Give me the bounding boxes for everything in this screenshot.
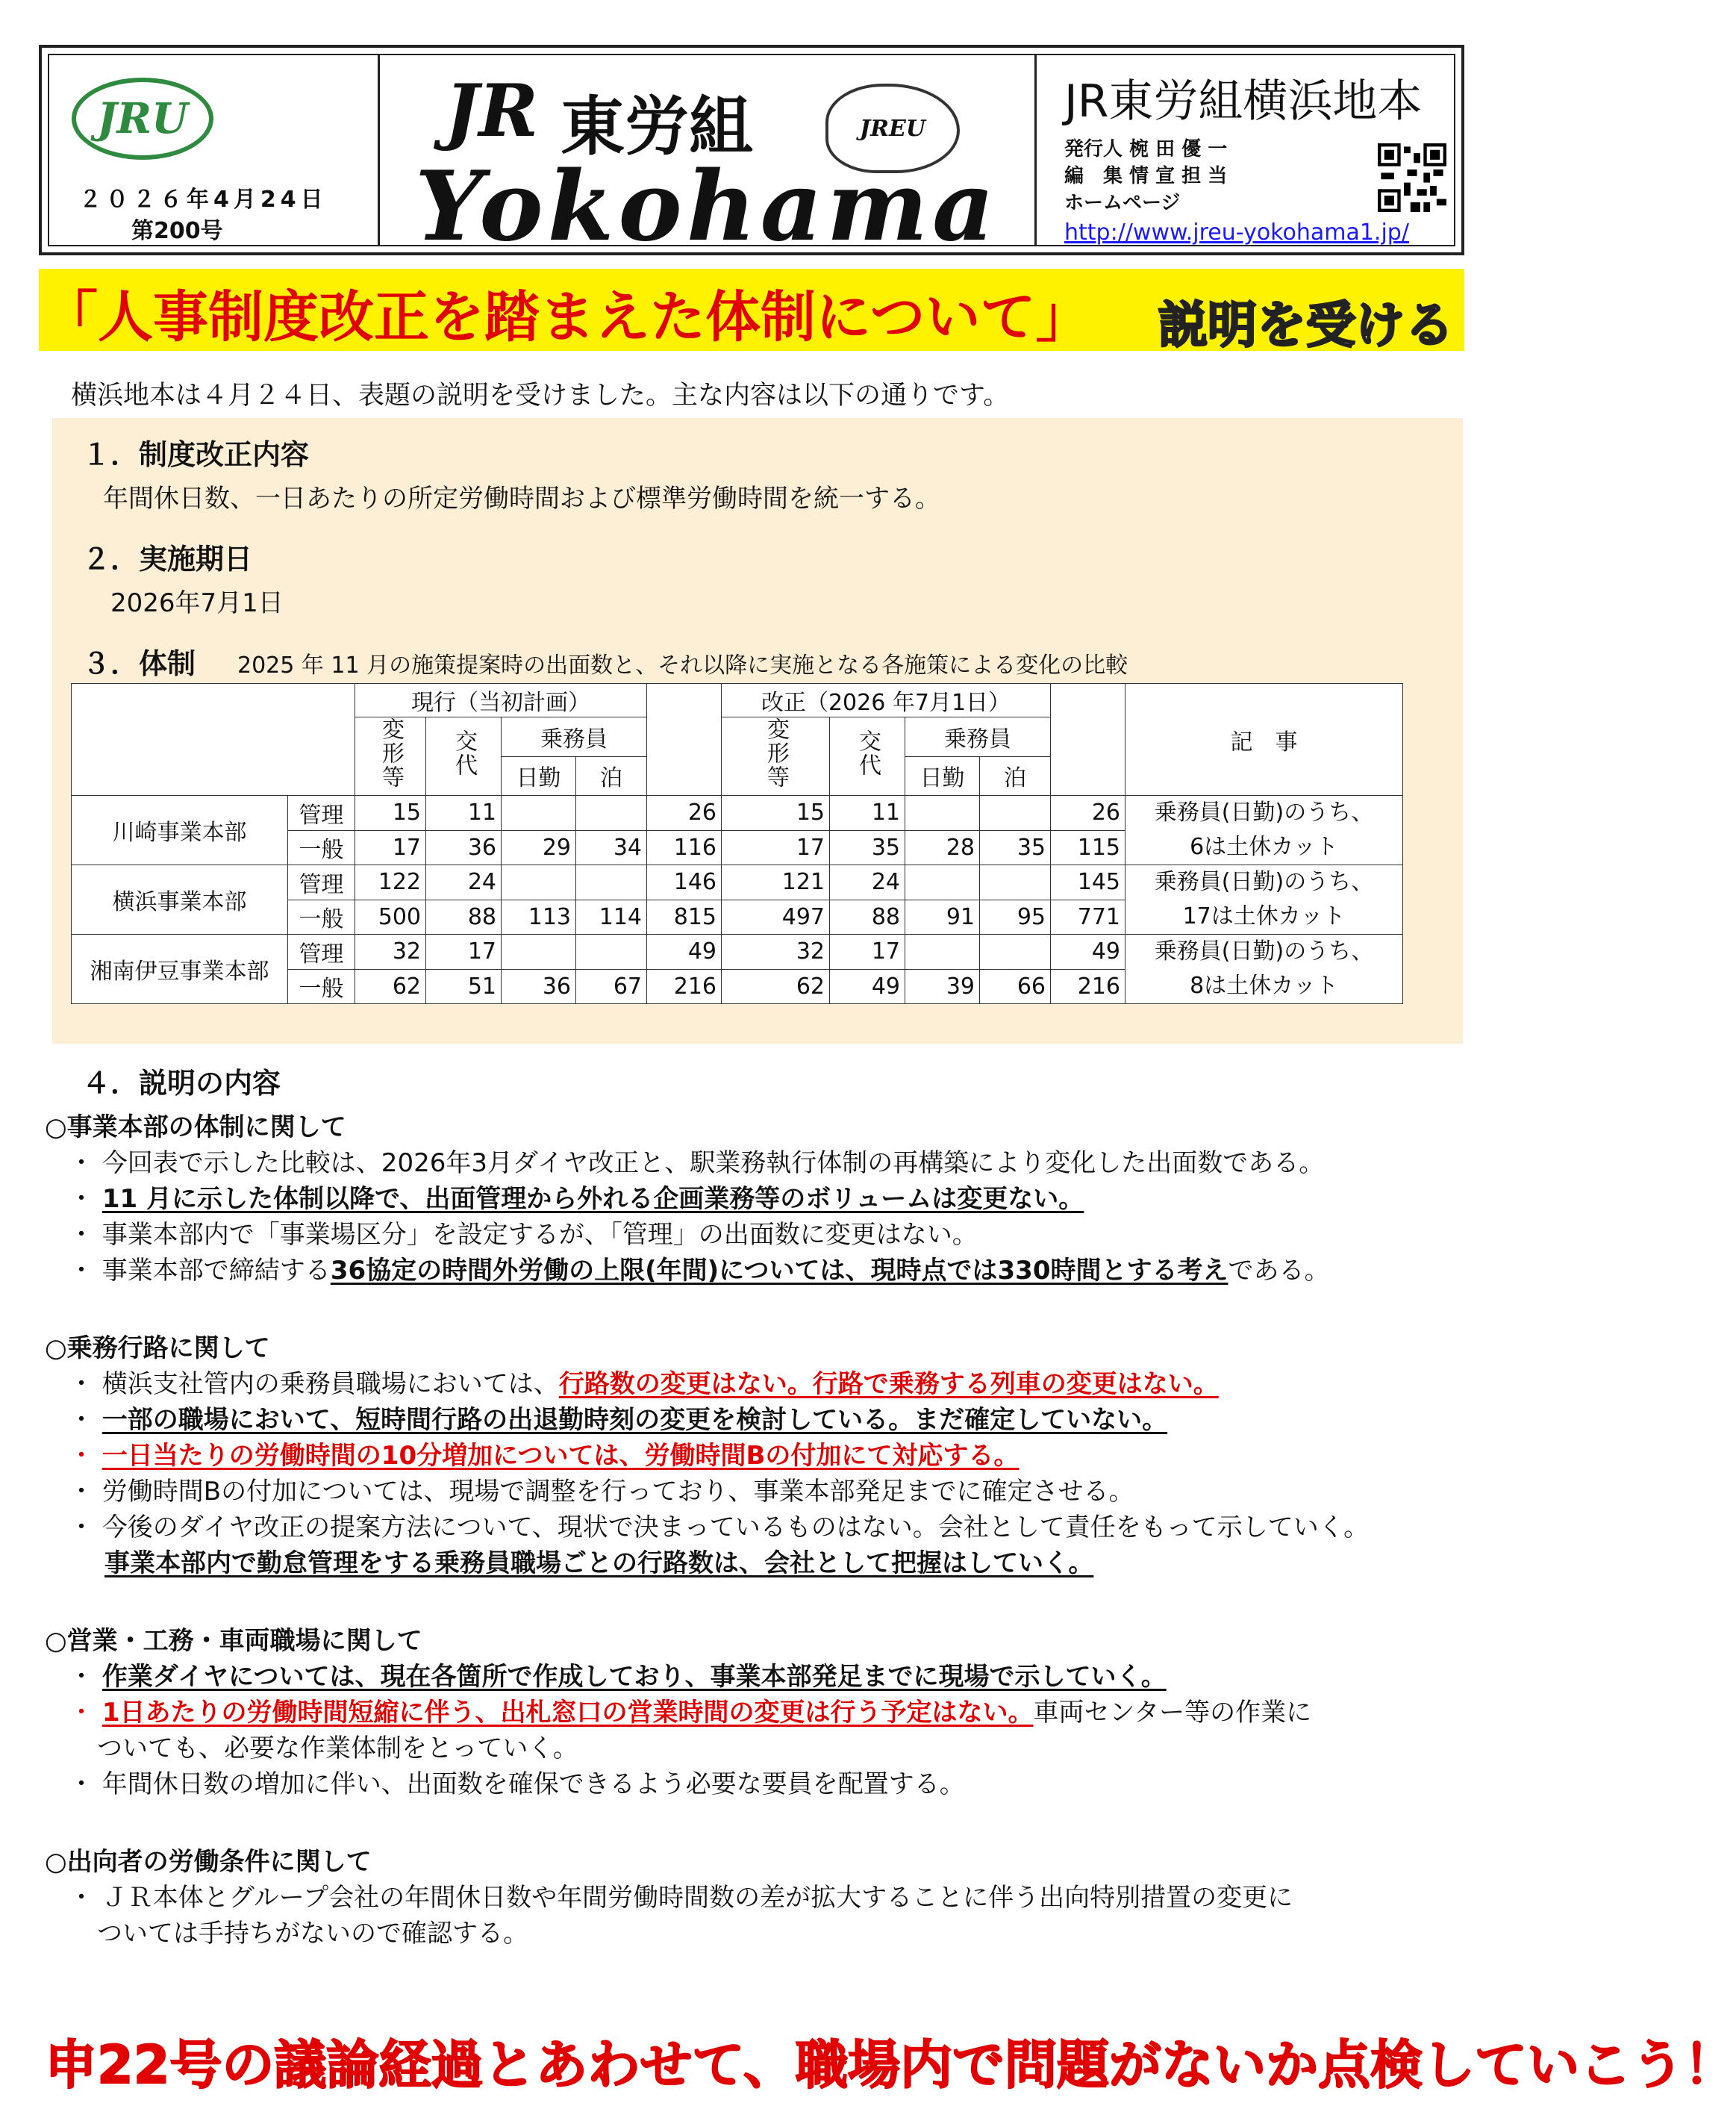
cur-value-cell: 24 xyxy=(426,865,502,900)
cur-value-cell xyxy=(502,935,576,970)
header-cur-hengatsu xyxy=(355,717,426,796)
group-1-bullet-4-post: である。 xyxy=(1228,1256,1330,1286)
dept-cell: 川崎事業本部 xyxy=(72,796,288,865)
group-1-bullet-2-text: 11 月に示した体制以降で、出面管理から外れる企画業務等のボリュームは変更ない。 xyxy=(102,1184,1084,1214)
staffing-table xyxy=(71,683,1403,1004)
section-3-heading: ３．体制 xyxy=(82,647,196,680)
group-3-bullet-2 xyxy=(69,1692,1311,1728)
issue-number: 第200号 xyxy=(131,218,223,244)
jru-logo xyxy=(72,78,213,160)
rev-value-cell: 35 xyxy=(830,830,905,865)
cur-value-cell: 17 xyxy=(426,935,502,970)
editor: 編 集 情 宣 担 当 xyxy=(1064,165,1228,187)
cur-value-cell xyxy=(502,796,576,831)
cur-value-cell: 500 xyxy=(355,900,426,935)
table-row xyxy=(72,865,1403,900)
rev-value-cell xyxy=(980,935,1051,970)
masthead xyxy=(39,45,1464,263)
bullet-mark: ・ xyxy=(69,1184,94,1214)
rev-value-cell: 24 xyxy=(830,865,905,900)
table-body xyxy=(72,796,1403,1004)
rev-value-cell: 28 xyxy=(905,830,980,865)
header-rev-hengatsu-label: 変形等 xyxy=(763,717,789,789)
type-cell: 一般 xyxy=(288,969,355,1004)
notes-cell xyxy=(1125,796,1403,865)
cur-value-cell: 29 xyxy=(502,830,576,865)
group-3-bullet-1-text: 作業ダイヤについては、現在各箇所で作成しており、事業本部発足までに現場で示していく。 xyxy=(102,1662,1167,1692)
notes-cell xyxy=(1125,865,1403,935)
section-2-text: 2026年7月1日 xyxy=(110,588,284,618)
cur-value-cell xyxy=(576,935,647,970)
group-4-bullet-1-cont: ついては手持ちがないので確認する。 xyxy=(97,1919,528,1949)
group-3-bullet-2-emph: 1日あたりの労働時間短縮に伴う、出札窓口の営業時間の変更は行う予定はない。 xyxy=(102,1698,1034,1728)
rev-value-cell: 49 xyxy=(830,969,905,1004)
section-2-heading: ２．実施期日 xyxy=(82,543,253,576)
branch-name: JR東労組横浜地本 xyxy=(1064,75,1423,128)
publisher: 発行人 椀 田 優 一 xyxy=(1064,138,1228,161)
title-union: 東労組 xyxy=(561,90,753,164)
group-2-bullet-1-emph: 行路数の変更はない。行路で乗務する列車の変更はない。 xyxy=(558,1369,1219,1399)
cur-value-cell: 122 xyxy=(355,865,426,900)
header-cur-hengatsu-label: 変形等 xyxy=(378,717,404,789)
qr-code-icon xyxy=(1378,143,1446,212)
rev-value-cell: 39 xyxy=(905,969,980,1004)
rev-value-cell: 216 xyxy=(1051,969,1125,1004)
type-cell: 管理 xyxy=(288,865,355,900)
cur-value-cell: 88 xyxy=(426,900,502,935)
group-2-title: ○乗務行路に関して xyxy=(45,1333,270,1363)
header-revised-total xyxy=(1051,684,1125,796)
header-cur-kotai xyxy=(426,717,502,796)
group-2-bullet-4: ・ 労働時間Bの付加については、現場で調整を行っており、事業本部発足までに確定させる。 xyxy=(69,1477,1134,1507)
cur-value-cell xyxy=(576,865,647,900)
jru-logo-text: JRU xyxy=(97,94,188,143)
group-3-bullet-2-post: 車両センター等の作業に xyxy=(1033,1698,1312,1728)
rev-value-cell: 62 xyxy=(722,969,830,1004)
group-2-bullet-5-cont xyxy=(104,1542,1093,1579)
bullet-mark: ・ xyxy=(69,1698,94,1728)
notes-line-2: 8は土休カット xyxy=(1190,973,1338,999)
rev-value-cell: 95 xyxy=(980,900,1051,935)
cur-value-cell: 67 xyxy=(576,969,647,1004)
group-1-bullet-1: ・ 今回表で示した比較は、2026年3月ダイヤ改正と、駅業務執行体制の再構築により変化した出面数である。 xyxy=(69,1148,1325,1178)
notes-line-1: 乗務員(日勤)のうち、 xyxy=(1154,938,1374,965)
cur-value-cell: 146 xyxy=(647,865,722,900)
group-2-bullet-1-pre: ・ 横浜支社管内の乗務員職場においては、 xyxy=(69,1369,559,1399)
closing-slogan: 申22号の議論経過とあわせて、職場内で問題がないか点検していこう！ xyxy=(45,2034,1736,2096)
bullet-mark: ・ xyxy=(69,1441,94,1471)
rev-value-cell: 66 xyxy=(980,969,1051,1004)
cur-value-cell xyxy=(502,865,576,900)
section-1-heading: １．制度改正内容 xyxy=(82,438,310,471)
issue-date: ２０２６年4月24日 xyxy=(79,187,328,213)
type-cell: 一般 xyxy=(288,900,355,935)
notes-line-2: 17は土休カット xyxy=(1182,903,1346,929)
rev-value-cell xyxy=(905,935,980,970)
cur-value-cell: 62 xyxy=(355,969,426,1004)
rev-value-cell: 11 xyxy=(830,796,905,831)
group-1-bullet-4-emph: 36協定の時間外労働の上限(年間)については、現時点では330時間とする考え xyxy=(330,1256,1228,1286)
group-2-bullet-3 xyxy=(69,1435,1019,1471)
table-corner xyxy=(72,684,355,796)
section-1-text: 年間休日数、一日あたりの所定労働時間および標準労働時間を統一する。 xyxy=(103,484,940,514)
cur-value-cell: 51 xyxy=(426,969,502,1004)
dept-cell: 横浜事業本部 xyxy=(72,865,288,935)
cur-value-cell: 114 xyxy=(576,900,647,935)
rev-value-cell: 17 xyxy=(830,935,905,970)
title-yokohama: Yokohama xyxy=(415,151,999,263)
cur-value-cell: 116 xyxy=(647,830,722,865)
rev-value-cell xyxy=(980,796,1051,831)
masthead-left-cell xyxy=(49,55,380,245)
cur-value-cell: 36 xyxy=(426,830,502,865)
cur-value-cell: 11 xyxy=(426,796,502,831)
rev-value-cell: 115 xyxy=(1051,830,1125,865)
header-rev-haku: 泊 xyxy=(980,756,1051,796)
masthead-right-cell xyxy=(1034,55,1454,245)
section-4-heading: ４．説明の内容 xyxy=(82,1067,281,1100)
rev-value-cell: 121 xyxy=(722,865,830,900)
notes-line-1: 乗務員(日勤)のうち、 xyxy=(1154,800,1374,826)
cur-value-cell: 36 xyxy=(502,969,576,1004)
header-current-total xyxy=(647,684,722,796)
rev-value-cell: 35 xyxy=(980,830,1051,865)
jreu-mascot-text: JREU xyxy=(859,115,926,142)
header-notes: 記 事 xyxy=(1125,684,1403,796)
homepage-label: ホームページ xyxy=(1064,192,1181,214)
masthead-title-cell xyxy=(378,55,1037,263)
rev-value-cell: 26 xyxy=(1051,796,1125,831)
rev-value-cell: 771 xyxy=(1051,900,1125,935)
cur-value-cell: 26 xyxy=(647,796,722,831)
header-rev-hengatsu xyxy=(722,717,830,796)
header-rev-kotai xyxy=(830,717,905,796)
rev-value-cell: 88 xyxy=(830,900,905,935)
masthead-inner xyxy=(48,54,1455,263)
group-2-bullet-2-text: 一部の職場において、短時間行路の出退勤時刻の変更を検討している。まだ確定していない。 xyxy=(102,1405,1168,1435)
header-rev-jomuin: 乗務員 xyxy=(905,717,1051,757)
cur-value-cell: 15 xyxy=(355,796,426,831)
rev-value-cell: 15 xyxy=(722,796,830,831)
group-2-bullet-5-cont-text: 事業本部内で勤怠管理をする乗務員職場ごとの行路数は、会社として把握はしていく。 xyxy=(104,1548,1094,1578)
group-4-bullet-1: ・ ＪＲ本体とグループ会社の年間休日数や年間労働時間数の差が拡大することに伴う出向特別措置の変更に xyxy=(69,1883,1293,1913)
header-cur-haku: 泊 xyxy=(576,756,647,796)
group-3-title: ○営業・工務・車両職場に関して xyxy=(45,1626,422,1656)
group-2-bullet-2 xyxy=(69,1399,1167,1436)
notes-cell xyxy=(1125,935,1403,1004)
bullet-mark: ・ xyxy=(69,1405,94,1435)
dept-cell: 湘南伊豆事業本部 xyxy=(72,935,288,1004)
header-cur-nikkin: 日勤 xyxy=(502,756,576,796)
group-2-bullet-1 xyxy=(69,1363,1219,1400)
rev-value-cell xyxy=(905,796,980,831)
group-2-bullet-5: ・ 今後のダイヤ改正の提案方法について、現状で決まっているものはない。会社として責任をもって示していく。 xyxy=(69,1513,1370,1542)
group-4-title: ○出向者の労働条件に関して xyxy=(45,1847,372,1877)
header-current: 現行（当初計画） xyxy=(355,684,647,717)
group-3-bullet-2-cont: ついても、必要な作業体制をとっていく。 xyxy=(97,1734,578,1763)
cur-value-cell: 17 xyxy=(355,830,426,865)
cur-value-cell: 32 xyxy=(355,935,426,970)
rev-value-cell: 497 xyxy=(722,900,830,935)
rev-value-cell: 32 xyxy=(722,935,830,970)
homepage-link[interactable]: http://www.jreu-yokohama1.jp/ xyxy=(1064,219,1409,246)
group-1-bullet-2 xyxy=(69,1178,1084,1215)
type-cell: 一般 xyxy=(288,830,355,865)
rev-value-cell: 145 xyxy=(1051,865,1125,900)
group-1-bullet-3: ・ 事業本部内で「事業場区分」を設定するが、「管理」の出面数に変更はない。 xyxy=(69,1220,978,1250)
header-rev-kotai-label: 交代 xyxy=(855,729,881,777)
header-rev-nikkin: 日勤 xyxy=(905,756,980,796)
notes-line-2: 6は土休カット xyxy=(1190,834,1338,860)
group-3-bullet-1 xyxy=(69,1656,1167,1692)
rev-value-cell: 17 xyxy=(722,830,830,865)
cur-value-cell: 113 xyxy=(502,900,576,935)
notes-line-1: 乗務員(日勤)のうち、 xyxy=(1154,869,1374,895)
table-row xyxy=(72,796,1403,831)
group-1-bullet-4-pre: ・ 事業本部で締結する xyxy=(69,1256,331,1286)
cur-value-cell: 216 xyxy=(647,969,722,1004)
headline-suffix: 説明を受ける xyxy=(1158,296,1454,354)
title-jr: JR xyxy=(445,69,539,153)
rev-value-cell xyxy=(905,865,980,900)
cur-value-cell: 815 xyxy=(647,900,722,935)
cur-value-cell: 34 xyxy=(576,830,647,865)
group-3-bullet-3: ・ 年間休日数の増加に伴い、出面数を確保できるよう必要な要員を配置する。 xyxy=(69,1769,965,1799)
cur-value-cell: 49 xyxy=(647,935,722,970)
table-row xyxy=(72,935,1403,970)
headline-title: 「人事制度改正を踏まえた体制について」 xyxy=(43,285,1091,349)
header-revised: 改正（2026 年7月1日） xyxy=(722,684,1051,717)
type-cell: 管理 xyxy=(288,796,355,831)
publisher-block xyxy=(1064,136,1227,217)
header-cur-jomuin: 乗務員 xyxy=(502,717,647,757)
rev-value-cell xyxy=(980,865,1051,900)
section-3-caption: 2025 年 11 月の施策提案時の出面数と、それ以降に実施となる各施策による変化の比較 xyxy=(237,652,1128,679)
cur-value-cell xyxy=(576,796,647,831)
type-cell: 管理 xyxy=(288,935,355,970)
rev-value-cell: 91 xyxy=(905,900,980,935)
headline-banner xyxy=(39,269,1464,354)
bullet-mark: ・ xyxy=(69,1662,94,1692)
intro-text: 横浜地本は４月２４日、表題の説明を受けました。主な内容は以下の通りです。 xyxy=(71,381,1010,411)
group-1-title: ○事業本部の体制に関して xyxy=(45,1112,346,1142)
group-1-bullet-4 xyxy=(69,1250,1330,1286)
group-2-bullet-3-text: 一日当たりの労働時間の10分増加については、労働時間Bの付加にて対応する。 xyxy=(102,1441,1020,1471)
header-cur-kotai-label: 交代 xyxy=(451,729,477,777)
rev-value-cell: 49 xyxy=(1051,935,1125,970)
